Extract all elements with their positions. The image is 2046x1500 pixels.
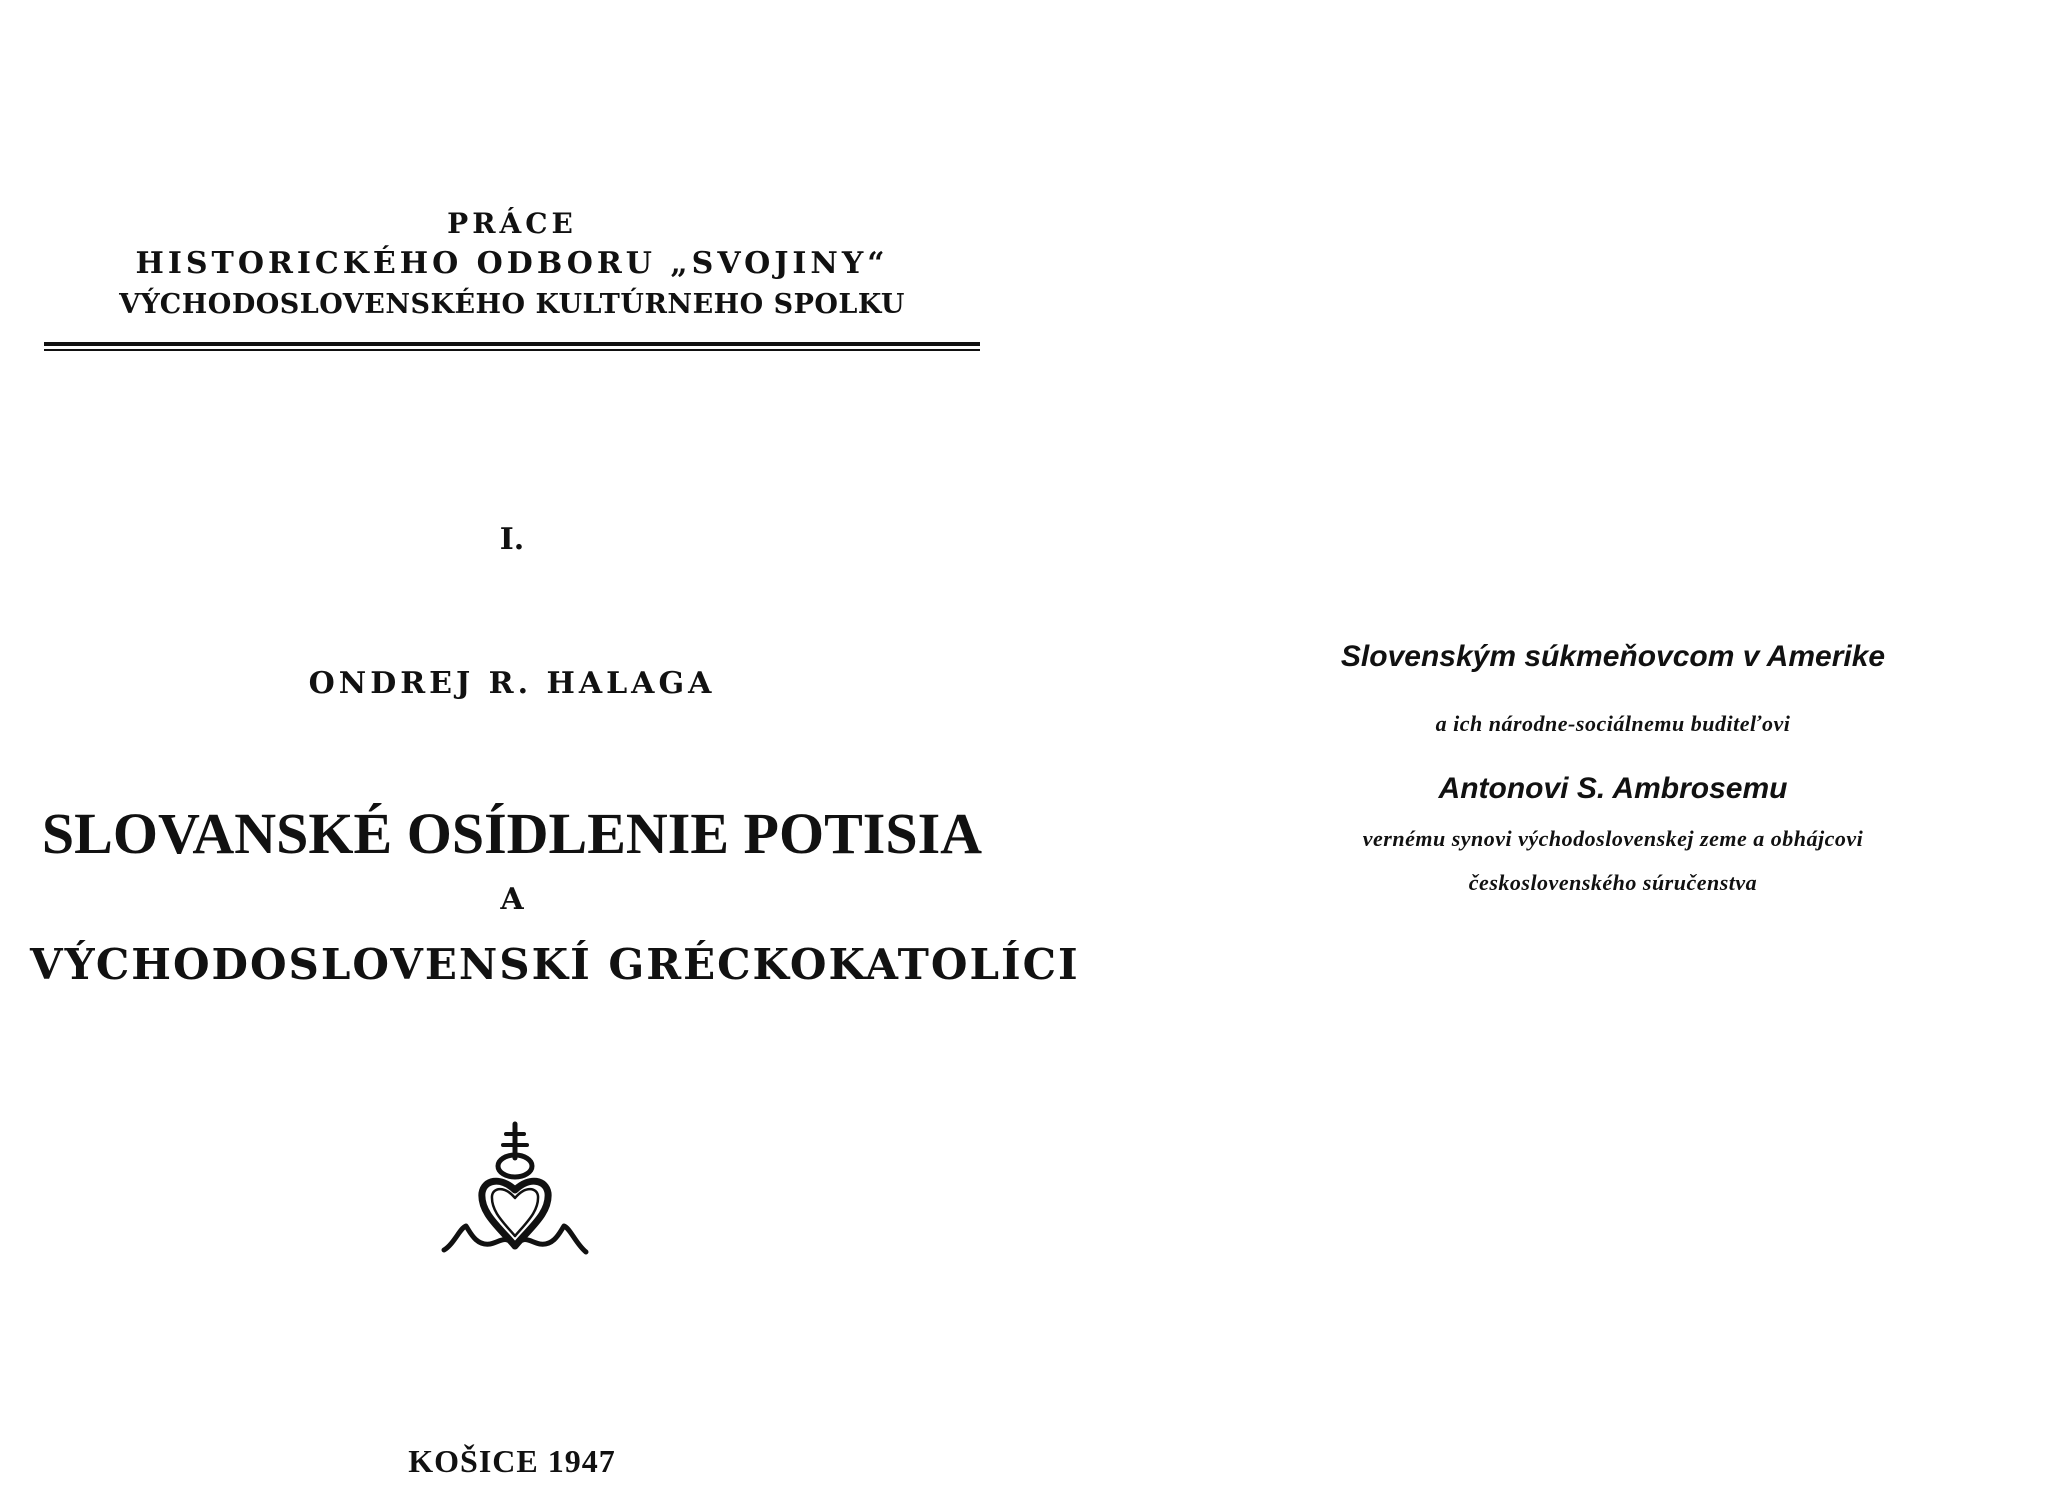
imprint-place-year: KOŠICE 1947 [408,1443,616,1479]
publisher-emblem-icon [440,1118,590,1268]
series-header-line-3: VÝCHODOSLOVENSKÉHO KULTÚRNEHO SPOLKU [119,289,905,320]
dedication-line-1: Slovenským súkmeňovcom v Amerike [1340,640,1886,673]
dedication-line-2: a ich národne-sociálnemu buditeľovi [1435,711,1791,736]
series-header-line-1: PRÁCE [447,207,577,240]
series-header-line-2: HISTORICKÉHO ODBORU „SVOJINY“ [135,246,889,281]
book-title-main: SLOVANSKÉ OSÍDLENIE POTISIA [41,801,983,866]
dedication-line-4: vernému synovi východoslovenskej zeme a obhájcovi [1362,826,1864,851]
dedication-line-3: Antonovi S. Ambrosemu [1438,772,1788,805]
book-title-sub: VÝCHODOSLOVENSKÍ GRÉCKOKATOLÍCI [30,940,1080,989]
author-name: ONDREJ R. HALAGA [308,666,716,701]
volume-number: I. [499,522,525,557]
right-page [1180,0,2046,1500]
header-rule-thin [44,349,980,351]
header-rule-thick [44,342,980,346]
book-title-conjunction: A [500,882,524,917]
series-header [44,205,980,325]
dedication-line-5: československého súručenstva [1468,870,1758,895]
